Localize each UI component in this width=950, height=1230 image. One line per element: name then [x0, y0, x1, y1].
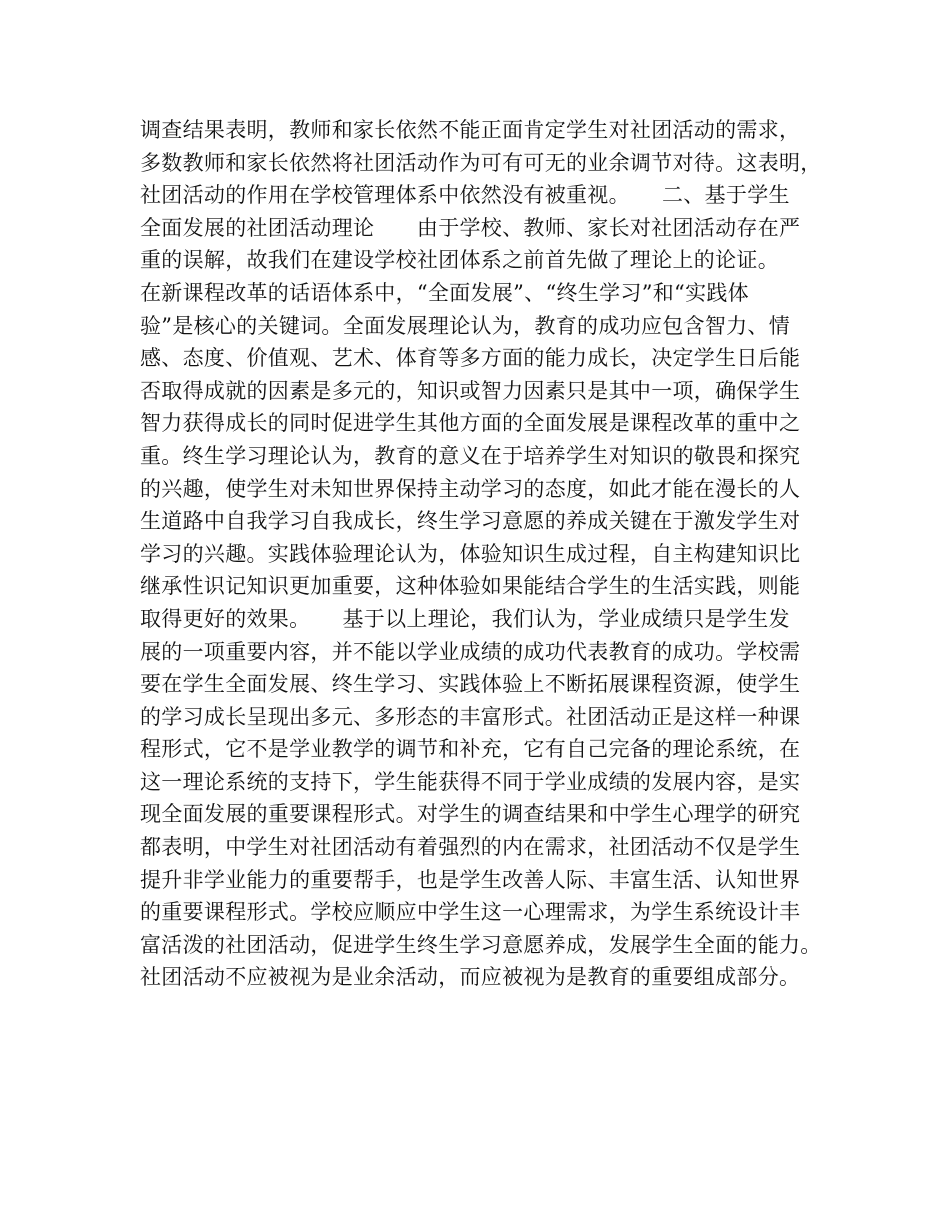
text-line: 的重要课程形式。学校应顺应中学生这一心理需求，为学生系统设计丰 — [140, 900, 801, 925]
text-line: 程形式，它不是学业教学的调节和补充，它有自己完备的理论系统，在 — [140, 737, 801, 762]
text-line: 这一理论系统的支持下，学生能获得不同于学业成绩的发展内容，是实 — [140, 769, 801, 794]
body-text — [140, 114, 830, 994]
text-line: 社团活动不应被视为是业余活动，而应被视为是教育的重要组成部分。 — [140, 965, 801, 990]
text-line: 要在学生全面发展、终生学习、实践体验上不断拓展课程资源，使学生 — [140, 672, 801, 697]
text-line: 验”是核心的关键词。全面发展理论认为，教育的成功应包含智力、情 — [140, 313, 791, 338]
text-line: 否取得成就的因素是多元的，知识或智力因素只是其中一项，确保学生 — [140, 378, 801, 403]
text-line: 智力获得成长的同时促进学生其他方面的全面发展是课程改革的重中之 — [140, 411, 801, 436]
text-line: 多数教师和家长依然将社团活动作为可有可无的业余调节对待。这表明， — [140, 150, 822, 175]
text-line: 全面发展的社团活动理论 由于学校、教师、家长对社团活动存在严 — [140, 215, 801, 240]
text-line: 展的一项重要内容，并不能以学业成绩的成功代表教育的成功。学校需 — [140, 639, 801, 664]
text-line: 现全面发展的重要课程形式。对学生的调查结果和中学生心理学的研究 — [140, 802, 801, 827]
text-line: 调查结果表明，教师和家长依然不能正面肯定学生对社团活动的需求， — [140, 118, 801, 142]
text-line: 提升非学业能力的重要帮手，也是学生改善人际、丰富生活、认知世界 — [140, 867, 801, 892]
text-line: 取得更好的效果。 基于以上理论，我们认为，学业成绩只是学生发 — [140, 606, 790, 631]
text-line: 富活泼的社团活动，促进学生终生学习意愿养成，发展学生全面的能力。 — [140, 932, 822, 957]
text-line: 都表明，中学生对社团活动有着强烈的内在需求，社团活动不仅是学生 — [140, 835, 801, 860]
text-line: 社团活动的作用在学校管理体系中依然没有被重视。 二、基于学生 — [140, 183, 790, 208]
text-line: 重的误解，故我们在建设学校社团体系之前首先做了理论上的论证。 — [140, 248, 779, 273]
text-line: 的兴趣，使学生对未知世界保持主动学习的态度，如此才能在漫长的人 — [140, 476, 801, 501]
text-line: 继承性识记知识更加重要，这种体验如果能结合学生的生活实践，则能 — [140, 574, 801, 599]
text-line: 感、态度、价值观、艺术、体育等多方面的能力成长，决定学生日后能 — [140, 346, 801, 371]
text-line: 在新课程改革的话语体系中，“全面发展”、“终生学习”和“实践体 — [140, 280, 749, 305]
text-line: 重。终生学习理论认为，教育的意义在于培养学生对知识的敬畏和探究 — [140, 443, 801, 468]
text-line: 生道路中自我学习自我成长，终生学习意愿的养成关键在于激发学生对 — [140, 509, 801, 534]
text-line: 学习的兴趣。实践体验理论认为，体验知识生成过程，自主构建知识比 — [140, 541, 801, 566]
text-line: 的学习成长呈现出多元、多形态的丰富形式。社团活动正是这样一种课 — [140, 704, 801, 729]
